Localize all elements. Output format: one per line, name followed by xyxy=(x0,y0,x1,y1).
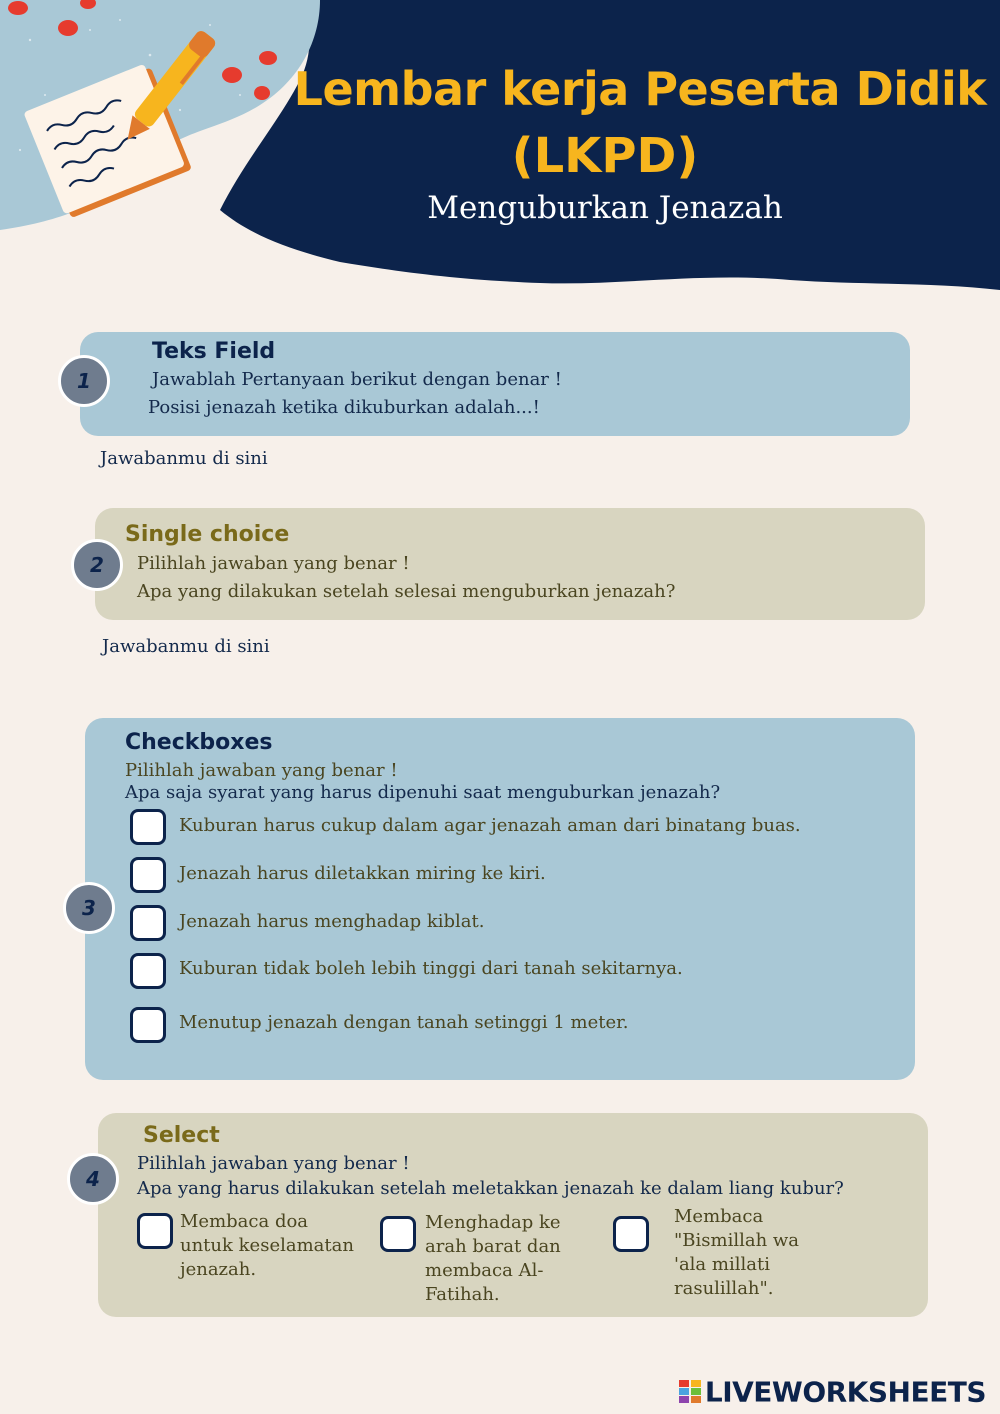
checkbox-option-3-label: Jenazah harus menghadap kiblat. xyxy=(179,911,485,932)
subtitle: Menguburkan Jenazah xyxy=(427,190,783,226)
checkbox-option-1[interactable] xyxy=(130,809,166,845)
question-4-instruction: Pilihlah jawaban yang benar ! xyxy=(137,1153,410,1174)
checkbox-option-5[interactable] xyxy=(130,1007,166,1043)
liveworksheets-logo xyxy=(679,1374,986,1409)
question-2-badge: 2 xyxy=(71,539,123,591)
question-2-text: Apa yang dilakukan setelah selesai menguburkan jenazah? xyxy=(137,581,676,602)
select-option-2-line-1: Menghadap ke xyxy=(425,1212,561,1233)
checkbox-option-2-label: Jenazah harus diletakkan miring ke kiri. xyxy=(179,863,546,884)
question-2-heading: Single choice xyxy=(125,522,290,547)
title-line-1: Lembar kerja Peserta Didik xyxy=(293,62,987,116)
checkbox-option-4[interactable] xyxy=(130,953,166,989)
question-2-answer-field[interactable]: Jawabanmu di sini xyxy=(102,636,270,657)
question-1-instruction: Jawablah Pertanyaan berikut dengan benar ! xyxy=(152,369,562,390)
liveworksheets-logo-text: LIVEWORKSHEETS xyxy=(704,1375,986,1409)
question-1-badge: 1 xyxy=(58,355,110,407)
select-option-1-line-3: jenazah. xyxy=(180,1259,257,1280)
checkbox-option-5-label: Menutup jenazah dengan tanah setinggi 1 meter. xyxy=(179,1012,629,1033)
select-option-1-line-1: Membaca doa xyxy=(180,1211,309,1232)
select-option-3-line-3: 'ala millati xyxy=(674,1254,770,1275)
title-line-2: (LKPD) xyxy=(511,128,699,184)
checkbox-option-1-label: Kuburan harus cukup dalam agar jenazah aman dari binatang buas. xyxy=(179,815,801,836)
question-3-badge: 3 xyxy=(63,882,115,934)
select-option-1[interactable] xyxy=(137,1213,173,1249)
select-option-2-line-2: arah barat dan xyxy=(425,1236,561,1257)
select-option-3[interactable] xyxy=(613,1216,649,1252)
checkbox-option-2[interactable] xyxy=(130,857,166,893)
select-option-1-line-2: untuk keselamatan xyxy=(180,1235,354,1256)
select-option-3-line-2: "Bismillah wa xyxy=(674,1230,800,1251)
select-option-2-line-4: Fatihah. xyxy=(425,1284,500,1305)
question-4-badge: 4 xyxy=(67,1153,119,1205)
select-option-2[interactable] xyxy=(380,1216,416,1252)
question-4-heading: Select xyxy=(143,1123,220,1148)
select-option-3-line-4: rasulillah". xyxy=(674,1278,774,1299)
question-1-text: Posisi jenazah ketika dikuburkan adalah...! xyxy=(148,397,540,418)
checkbox-option-3[interactable] xyxy=(130,905,166,941)
select-option-3-line-1: Membaca xyxy=(674,1206,764,1227)
question-1-answer-field[interactable]: Jawabanmu di sini xyxy=(100,448,268,469)
question-4-text: Apa yang harus dilakukan setelah meletakkan jenazah ke dalam liang kubur? xyxy=(137,1178,844,1199)
question-1-heading: Teks Field xyxy=(152,339,276,364)
question-3-instruction: Pilihlah jawaban yang benar ! xyxy=(125,760,398,781)
question-3-text: Apa saja syarat yang harus dipenuhi saat menguburkan jenazah? xyxy=(125,782,721,803)
liveworksheets-logo-icon xyxy=(679,1380,701,1404)
select-option-2-label xyxy=(425,1211,561,1307)
question-2-instruction: Pilihlah jawaban yang benar ! xyxy=(137,553,410,574)
select-option-1-label xyxy=(180,1210,354,1282)
select-option-3-label xyxy=(674,1205,799,1301)
checkbox-option-4-label: Kuburan tidak boleh lebih tinggi dari tanah sekitarnya. xyxy=(179,958,683,979)
question-3-heading: Checkboxes xyxy=(125,730,273,755)
select-option-2-line-3: membaca Al- xyxy=(425,1260,544,1281)
